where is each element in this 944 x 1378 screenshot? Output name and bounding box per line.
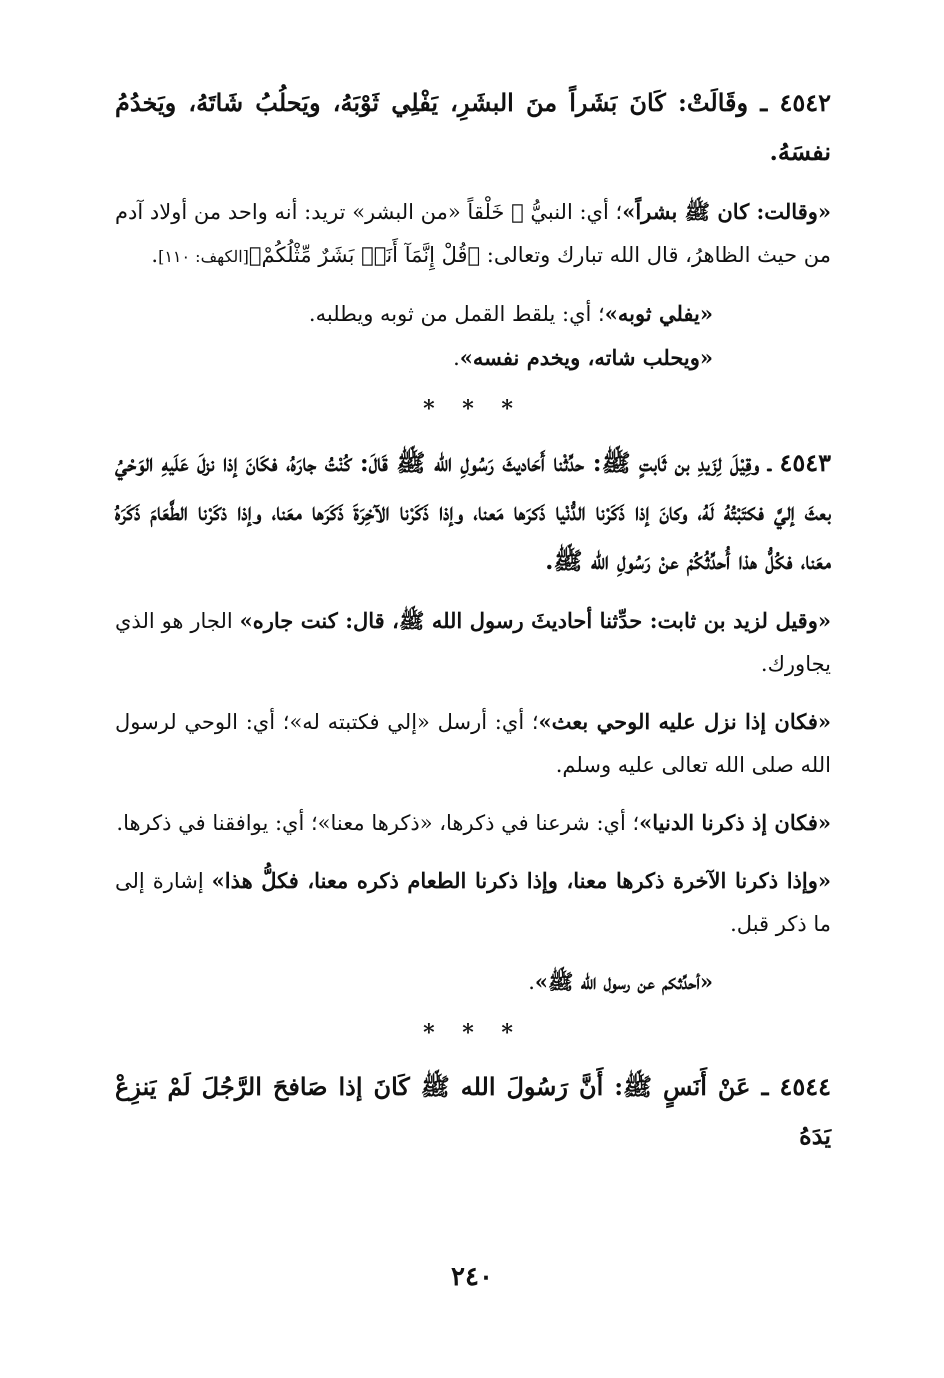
commentary-paragraph xyxy=(115,336,831,380)
quoted-phrase: «فكان إذا نزل عليه الوحي بعث» xyxy=(538,709,831,734)
commentary-paragraph xyxy=(115,700,831,787)
commentary-text: . xyxy=(453,346,460,370)
quoted-phrase: «فكان إذ ذكرنا الدنيا» xyxy=(639,810,831,835)
quoted-phrase: «ويحلب شاته، ويخدم نفسه» xyxy=(459,345,713,370)
commentary-paragraph xyxy=(115,292,831,336)
section-separator: * * * xyxy=(423,1020,523,1046)
commentary-paragraph xyxy=(115,859,831,946)
quoted-phrase: «يفلي ثوبه» xyxy=(604,301,713,326)
hadith-4543: ٤٥٤٣ ـ وقِيْلَ لِزَيدِ بن ثَابتٍ ﷺ: حدِّثْنا أَحَاديثَ رَسُولِ الله ﷺ قَالَ: كُنْتُ جارَهُ، فكَانَ إذا نزلَ عَلَيهِ الوَحْيُ بعثَ إليَّ فكتَبْتُهُ لَهُ، وكانَ إذا ذَكَرْنا الدُّنْيا ذَكرَها مَعنا، وإذا ذَكَرْنا الآخِرَةَ ذَكَرَها معَنا، وإذا ذكَرْنا الطَّعَامَ ذَكَرَهُ معَنا، فكُلُّ هذا أُحدِّثُكُمْ عنْ رَسُولِ الله ﷺ. xyxy=(115,448,831,575)
quoted-phrase: «أحدِّثكم عن رسول الله ﷺ» xyxy=(534,969,713,994)
commentary-text: . xyxy=(528,970,535,994)
hadith-4542: ٤٥٤٢ ـ وقَالَتْ: كَانَ بَشَراً منَ البشَرِ، يَفْلِي ثَوْبَهُ، ويَحلُبُ شَاتَهُ، ويَخدُمُ نفسَهُ. xyxy=(115,88,831,166)
commentary-text: إشارة إلى ما ذكر قبل. xyxy=(115,869,831,936)
section-separator: * * * xyxy=(423,396,523,422)
commentary-text: ؛ أي: يلقط القمل من ثوبه ويطلبه. xyxy=(308,302,605,326)
commentary-text: ؛ أي: أرسل «إلي فكتبته له»؛ أي: الوحي لرسول الله صلى الله تعالى عليه وسلم. xyxy=(115,710,831,777)
commentary-paragraph xyxy=(115,599,831,686)
commentary-paragraph xyxy=(115,801,831,845)
commentary-text: ؛ أي: النبيُّ ﷺ خَلْقاً «من البشر» تريد: أنه واحد من أولاد آدم من حيث الظاهرُ، قال الله تبارك وتعالى: ﴿قُلْ إِنَّمَآ أَنَا۠ بَشَرٌ مِّثْلُكُمْ﴾ xyxy=(115,200,831,267)
quoted-phrase: «وقيل لزيد بن ثابت: حدِّثنا أحاديثَ رسول الله ﷺ، قال: كنت جاره» xyxy=(239,608,831,633)
page-body xyxy=(115,78,831,1318)
commentary-end: . xyxy=(151,243,159,267)
commentary-paragraph xyxy=(115,960,831,1004)
quran-citation: [الكهف: ١١٠] xyxy=(158,247,249,266)
commentary-text: الجار هو الذي يجاورك. xyxy=(115,609,831,676)
commentary-text: ؛ أي: شرعنا في ذكرها، «ذكرها معنا»؛ أي: يوافقنا في ذكرها. xyxy=(116,811,640,835)
hadith-4544: ٤٥٤٤ ـ عَنْ أَنَسٍ ﷺ: أَنَّ رَسُولَ الله ﷺ كَانَ إذا صَافحَ الرَّجُلَ لَمْ يَنزِعْ يَدَهُ xyxy=(115,1072,831,1150)
quoted-phrase: «وقالت: كان ﷺ بشراً» xyxy=(622,199,832,224)
commentary-paragraph xyxy=(115,190,831,278)
page-number: ٢٤٠ xyxy=(451,1262,493,1292)
quoted-phrase: «وإذا ذكرنا الآخرة ذكرها معنا، وإذا ذكرنا الطعام ذكره معنا، فكلُّ هذا» xyxy=(211,868,831,893)
